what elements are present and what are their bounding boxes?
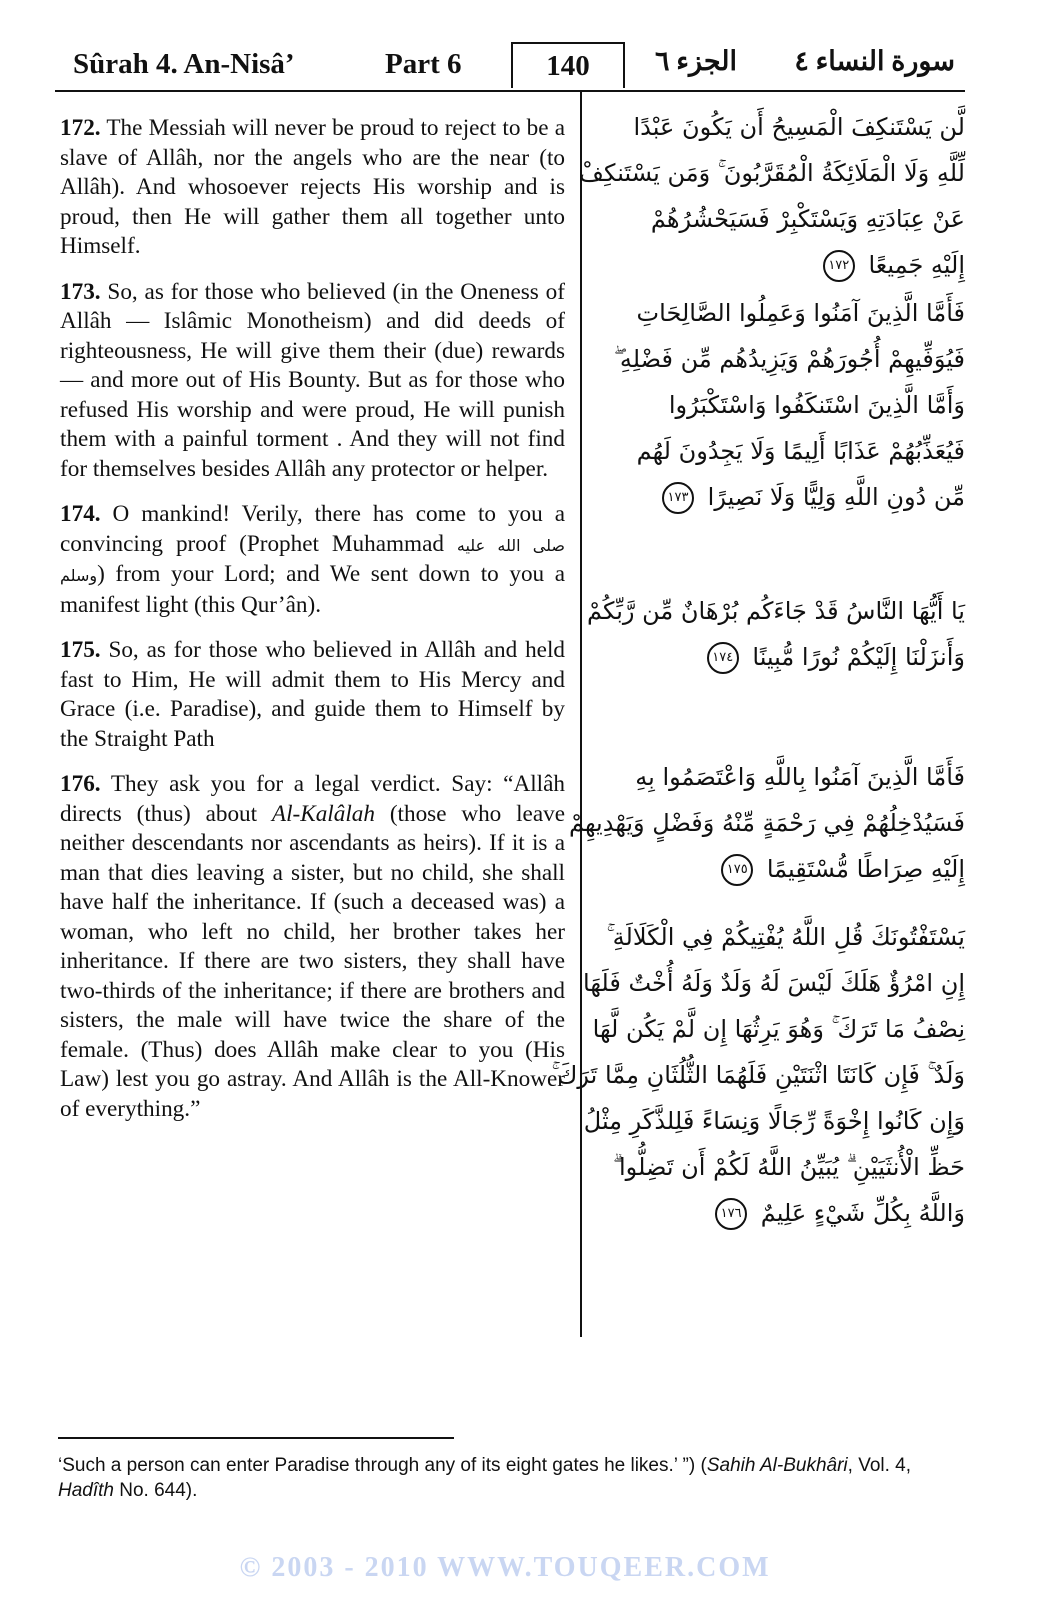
verse-number: 176.: [60, 771, 101, 797]
italic-term: Al-Kalâlah: [271, 800, 375, 827]
verse-175: [60, 636, 565, 754]
arabic-line: فَيُعَذِّبُهُمْ عَذَابًا أَلِيمًا وَلَا يَجِدُونَ لَهُم: [636, 437, 965, 465]
arabic-line: لَّن يَسْتَنكِفَ الْمَسِيحُ أَن يَكُونَ عَبْدًا: [633, 113, 965, 141]
arabic-line: إِنِ امْرُؤٌ هَلَكَ لَيْسَ لَهُ وَلَدٌ وَلَهُ أُخْتٌ فَلَهَا: [583, 969, 965, 997]
ayah-end-marker: ١٧٣: [662, 482, 694, 514]
salutation-inline-ar: صلى الله عليه وسلم: [60, 535, 565, 585]
surah-title-en: Sûrah 4. An-Nisâ’: [73, 48, 295, 80]
arabic-line: فَيُوَفِّيهِمْ أُجُورَهُمْ وَيَزِيدُهُم مِّن فَضْلِهِ ۖ: [613, 345, 965, 373]
surah-title-ar: سورة النساء ٤: [794, 46, 955, 76]
footnote: [58, 1453, 958, 1503]
part-label-ar: الجزء ٦: [655, 46, 738, 76]
footnote-text: , Vol. 4,: [847, 1455, 912, 1476]
ayah-end-marker: ١٧٤: [707, 642, 739, 674]
ayah-end-marker: ١٧٦: [715, 1198, 747, 1230]
verse-176: [60, 770, 565, 1124]
verse-text: The Messiah will never be proud to reject to be a slave of Allâh, nor the angels who are the near (to Allâh). And whosoever rejects His worship and is proud, then He will gather them all together unto Himself.: [60, 115, 565, 259]
arabic-line: يَسْتَفْتُونَكَ قُلِ اللَّهُ يُفْتِيكُمْ فِي الْكَلَالَةِ ۚ: [606, 923, 965, 951]
arabic-line: فَأَمَّا الَّذِينَ آمَنُوا وَعَمِلُوا الصَّالِحَاتِ: [636, 299, 965, 327]
translation-column: [60, 114, 565, 1140]
verse-text: They ask you for a legal verdict. Say: “Allâh directs (thus) about: [60, 771, 565, 827]
arabic-verse-174: [587, 588, 965, 680]
arabic-line: حَظِّ الْأُنثَيَيْنِ ۗ يُبَيِّنُ اللَّهُ لَكُمْ أَن تَضِلُّوا ۗ: [613, 1153, 965, 1181]
arabic-line: فَسَيُدْخِلُهُمْ فِي رَحْمَةٍ مِّنْهُ وَفَضْلٍ وَيَهْدِيهِمْ: [569, 809, 965, 837]
column-divider: [580, 92, 582, 1337]
verse-text: So, as for those who believed (in the Oneness of Allâh — Islâmic Monotheism) and did deeds of righteousness, He will give them their (due) rewards — and more out of His Bounty. But as for those who refused His worship and were proud, He will punish them with a painful torment . And they will not find for themselves besides Allâh any protector or helper.: [60, 278, 565, 482]
verse-number: 174.: [60, 501, 101, 527]
copyright-notice: © 2003 - 2010 WWW.TOUQEER.COM: [239, 1552, 771, 1583]
arabic-line: لِّلَّهِ وَلَا الْمَلَائِكَةُ الْمُقَرَّبُونَ ۚ وَمَن يَسْتَنكِفْ: [579, 159, 965, 187]
arabic-text: إِلَيْهِ صِرَاطًا مُّسْتَقِيمًا: [766, 855, 965, 883]
part-label-en: Part 6: [385, 48, 462, 80]
footnote-source: Sahih Al-Bukhâri: [706, 1455, 848, 1476]
arabic-text: مِّن دُونِ اللَّهِ وَلِيًّا وَلَا نَصِيرًا: [707, 483, 965, 511]
arabic-line: [600, 474, 965, 520]
arabic-line: [600, 1190, 965, 1236]
footnote-term: Hadîth: [58, 1480, 114, 1501]
arabic-line: وَأَمَّا الَّذِينَ اسْتَنكَفُوا وَاسْتَكْبَرُوا: [668, 391, 965, 419]
page-header: [55, 40, 965, 92]
arabic-line: وَإِن كَانُوا إِخْوَةً رِّجَالًا وَنِسَاءً فَلِلذَّكَرِ مِثْلُ: [583, 1107, 965, 1135]
verse-text: (those who leave neither descendants nor ascendants as heirs). If it is a man that dies leaving a sister, but no child, she shall have half the inheritance. If (such a deceased was) a woman, who left no child, her brother takes her inheritance. If there are two sisters, they shall have two-thirds of the inheritance; if there are brothers and sisters, the male will have twice the share of the female. (Thus) does Allâh make clear to you (His Law) lest you go astray. And Allâh is the All-Knower of everything.”: [60, 800, 565, 1122]
arabic-text: إِلَيْهِ جَمِيعًا: [868, 251, 965, 279]
arabic-text: وَاللَّهُ بِكُلِّ شَيْءٍ عَلِيمٌ: [760, 1199, 965, 1227]
page-number: 140: [511, 42, 625, 88]
arabic-verse-175: [569, 754, 965, 892]
footnote-text: ‘Such a person can enter Paradise through any of its eight gates he likes.’ ”) (: [58, 1455, 707, 1476]
verse-text: ) from your Lord; and We sent down to you a manifest light (this Qur’ân).: [60, 561, 565, 618]
arabic-line: وَلَدٌ ۚ فَإِن كَانَتَا اثْنَتَيْنِ فَلَهُمَا الثُّلُثَانِ مِمَّا تَرَكَ ۚ: [551, 1061, 965, 1089]
verse-text: So, as for those who believed in Allâh and held fast to Him, He will admit them to His Mercy and Grace (i.e. Paradise), and guide them to Himself by the Straight Path: [60, 637, 565, 752]
arabic-line: [600, 242, 965, 288]
verse-173: [60, 278, 565, 485]
verse-number: 173.: [60, 278, 101, 305]
verse-172: [60, 114, 565, 262]
verse-text: O mankind! Verily, there has come to you a convincing proof (Prophet Muhammad: [60, 501, 565, 557]
verse-number: 172.: [60, 115, 101, 141]
footnote-text: No. 644).: [113, 1480, 198, 1501]
arabic-text: وَأَنزَلْنَا إِلَيْكُمْ نُورًا مُّبِينًا: [752, 643, 965, 671]
arabic-line: نِصْفُ مَا تَرَكَ ۚ وَهُوَ يَرِثُهَا إِن لَّمْ يَكُن لَّهَا: [592, 1015, 965, 1043]
arabic-line: [600, 634, 965, 680]
arabic-verse-173: [600, 290, 965, 520]
arabic-line: فَأَمَّا الَّذِينَ آمَنُوا بِاللَّهِ وَاعْتَصَمُوا بِهِ: [635, 763, 965, 791]
arabic-line: [600, 846, 965, 892]
ayah-end-marker: ١٧٥: [721, 854, 753, 886]
arabic-verse-172: [579, 104, 965, 288]
arabic-verse-176: [551, 914, 965, 1236]
verse-number: 175.: [60, 637, 101, 663]
arabic-line: عَنْ عِبَادَتِهِ وَيَسْتَكْبِرْ فَسَيَحْشُرُهُمْ: [650, 205, 965, 233]
ayah-end-marker: ١٧٢: [823, 250, 855, 282]
header-rule: [55, 90, 965, 92]
footnote-rule: [58, 1437, 454, 1439]
verse-174: [60, 500, 565, 620]
arabic-line: يَا أَيُّهَا النَّاسُ قَدْ جَاءَكُم بُرْهَانٌ مِّن رَّبِّكُمْ: [587, 597, 965, 625]
